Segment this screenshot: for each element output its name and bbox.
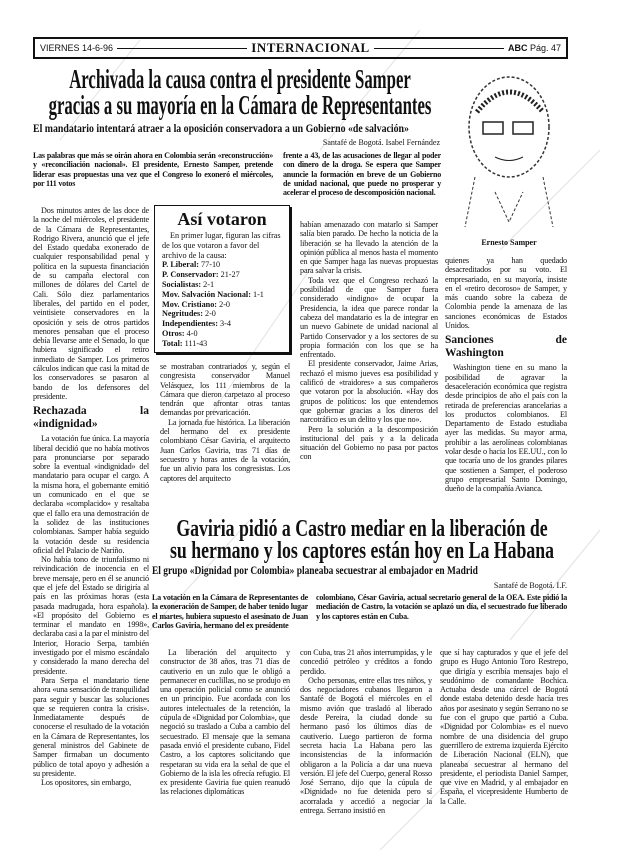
party-name: Socialistas: — [162, 279, 202, 289]
article-column — [445, 256, 567, 494]
box-title: Así votaron — [177, 209, 267, 229]
paragraph: quienes ya han quedado desacreditados por su voto. El empresariado, en su mayoría, insiste en el «retiro decoroso» de Samper, y más cuando sobre la cabeza de Colombia pende la amenaza de las sanciones económicas de Estados Unidos. — [445, 256, 567, 331]
paragraph: No había tono de triunfalismo ni reivindicación de inocencia en el breve mensaje, pero en él se anunció que el jefe del Estado se dirigiría al país en las próximas horas (esta pasada madrugada, hora española). «El propósito del Gobierno es terminar el mandato en 1998», declaraba casi a la par el ministro del Interior, Horacio Serpa, también investigado por el mismo escándalo y considerado la mano derecha del presidente. — [33, 555, 149, 676]
headline-line: gracias a su mayoría en la Cámara de Representantes — [48, 90, 432, 120]
headline — [133, 518, 592, 562]
article-column — [300, 648, 432, 815]
intertitle: Rechazada la «indignidad» — [33, 405, 149, 431]
vote-count: 4-0 — [186, 328, 198, 338]
vote-count: 1-1 — [252, 289, 264, 299]
byline: Santafé de Bogotá. I.F. — [493, 581, 567, 590]
vote-count: 2-1 — [203, 279, 215, 289]
lead-paragraph: Las palabras que más se oirán ahora en Colombia serán «reconstrucción» y «reconciliación nacional». El presidente, Ernesto Samper, pretende liderar esas propuestas una vez que el Congreso lo exoneró el miércoles, por 111 votos — [33, 151, 273, 188]
photo-caption: Ernesto Samper — [481, 238, 537, 247]
article-column — [300, 220, 438, 462]
headline-line: Archivada la causa contra el presidente Samper — [69, 64, 411, 94]
paragraph: Ocho personas, entre ellas tres niños, y dos negociadores cubanos llegaron a Santafé de Bogotá el miércoles en el mismo avión que trasladó al liberado desde Pereira, la ciudad donde su hermano pasó los últimos días de cautiverio. Luego partieron de forma secreta hacia La Habana pero las inconsistencias de la información obligaron a la Policía a dar una nueva versión. El jefe del Cuerpo, general Rosso José Serrano, dijo que la cúpula de «Dignidad» no fue detenida pero sí acorralada y accedió a negociar la entrega. Serrano insistió en — [300, 675, 432, 816]
party-name: P. Conservador: — [162, 270, 219, 280]
page-header — [33, 37, 568, 59]
paragraph: se mostraban contrariados y, según el congresista conservador Manuel Velásquez, los 111 miembros de la Cámara que dieron carpetazo al proceso tendrán que afrontar otras tantas demandas por prevaricación. — [160, 362, 290, 418]
byline: Santafé de Bogotá. Isabel Fernández — [322, 138, 440, 147]
paragraph: Los opositores, sin embargo, — [41, 778, 132, 788]
party-name: Independientes: — [162, 319, 218, 329]
headline-line: su hermano y los captores están hoy en La Habana — [169, 538, 555, 564]
paragraph: con Cuba, tras 21 años interrumpidas, y le concedió petróleo y créditos a fondo perdido. — [300, 648, 432, 676]
lead-paragraph: colombiano, César Gaviria, actual secretario general de la OEA. Este pidió la mediación de Castro, la votación se aplazó un día, el secuestrado fue liberado y los captores están en Cuba. — [316, 593, 567, 621]
paragraph: que sí hay capturados y que el jefe del grupo es Hugo Antonio Toro Restrepo, que dirigía y escribía mensajes bajo el seudónimo de comandante Bochica. Actuaba desde una cárcel de Bogotá donde estaba detenido desde hacía tres años por asesinato y según Serrano no se fue con el grupo que partió a Cuba. «Dignidad por Colombia» es el nuevo nombre de una disidencia del grupo guerrillero de extrema izquierda Ejército de Liberación Nacional (ELN), que planeaba secuestrar al hermano del presidente, el periodista Daniel Samper, que vive en Madrid, y al embajador en España, el vicepresidente Humberto de la Calle. — [440, 648, 568, 806]
paragraph: La liberación del arquitecto y constructor de 38 años, tras 71 días de cautiverio en un zulo que le obligó a permanecer en cuclillas, no se produjo en una operación policial como se anunció en un principio. Fue acordada con los autores intelectuales de la retención, la cúpula de «Dignidad por Colombia», que negoció su traslado a Cuba a cambio del secuestrado. El mensaje que la semana pasada envió el presidente cubano, Fidel Castro, a los captores solicitando que respetaran su vida era la señal de que el Gobierno de la isla les ofrecía refugio. El ex presidente Gaviria fue quien reanudó las relaciones diplomáticas — [160, 648, 290, 797]
vote-count: 3-4 — [220, 319, 231, 329]
subheadline: El mandatario intentará atraer a la oposición conservadora a un Gobierno «de salvación» — [33, 121, 409, 135]
article-column — [160, 362, 290, 483]
paragraph: El presidente conservador, Jaime Arias, rechazó el mismo jueves esa posibilidad y calificó de «traidores» a sus compañeros que votaron por la absolución. «Hay dos grupos de políticos: los que entendemos que gobernar gracias a los dineros del narcotráfico es un delito y los que no». — [300, 359, 438, 425]
paragraph: Dos minutos antes de las doce de la noche del miércoles, el presidente de la Cámara de Representantes, Rodrigo Rivera, anunció que el jefe del Estado quedaba exonerado de cualquier responsabilidad penal y política en la supuesta financiación de su campaña electoral con millones de dólares del Cartel de Cali. Sólo diez parlamentarios liberales, del partido en el poder, veintisiete conservadores en la oposición y seis de otros partidos menores pensaban que el proceso debía llevarse ante el Senado, lo que hubiera significado el retiro inmediato de Samper. Los primeros cálculos indican que casi la mitad de los conservadores se pasaron al bando de los defensores del presidente. — [33, 206, 149, 401]
party-name: Mov. Cristiano: — [162, 299, 218, 309]
vote-count: 111-43 — [184, 338, 208, 348]
article-column — [440, 648, 568, 806]
paragraph: Para Serpa el mandatario tiene ahora «una sensación de tranquilidad para seguir y buscar las soluciones que se requieren contra la crisis». Inmediatamente después de conocerse el resultado de la votación en la Cámara de Representantes, los general ministros del Gabinete de Samper firmaban un documento público de total apoyo y adhesión a su presidente. — [33, 675, 150, 778]
paragraph: Pero la solución a la descomposición institucional del país y a la delicada situación del Gobierno no pasa por pactos con — [300, 424, 438, 462]
vote-row — [162, 270, 282, 280]
vote-count: 2-0 — [219, 299, 231, 309]
party-name: Total: — [162, 338, 183, 348]
article-column — [33, 206, 149, 788]
page-number: Pág. 47 — [529, 43, 561, 53]
headline — [48, 66, 432, 118]
paper-name: ABC — [507, 43, 528, 53]
vote-row — [162, 300, 282, 310]
paragraph: habían amenazado con matarlo si Samper salía bien parado. De hecho la noticia de la liberación se ha llevado la atención de la opinión pública al menos hasta el momento en que Samper haga las nuevas propuestas para salvar la crisis. — [300, 220, 438, 276]
party-name: Negritudes: — [162, 309, 203, 319]
box-intro: En primer lugar, figuran las cifras de los que votaron a favor del archivo de la causa: — [162, 231, 281, 260]
vote-count: 77-10 — [201, 260, 221, 270]
vote-results-box — [154, 205, 290, 353]
vote-row — [162, 260, 282, 270]
vote-row — [162, 319, 282, 329]
vote-row — [162, 309, 282, 319]
paragraph: Toda vez que el Congreso rechazó la posibilidad de que Samper fuera considerado «indigno» de ocupar la Presidencia, la idea que parece rondar la cabeza del mandatario es la de integrar en un nuevo Gabinete de unidad nacional al Partido Conservador y a los sectores de su propia formación con los que se ha enfrentado. — [300, 275, 438, 360]
portrait-photo — [455, 72, 563, 232]
date: VIERNES 14-6-96 — [40, 43, 114, 53]
article-column — [160, 648, 290, 797]
paragraph: Washington tiene en su mano la posibilidad de agravar la desaceleración económica que registra desde principios de año el país con la retirada de preferencias arancelarias a los productos colombianos. El Departamento de Estado estudiaba ayer las medidas. Su mayor arma, prohibir a las aerolíneas colombianas volar desde o hacia los EE.UU., con lo que tocaría uno de los grandes pilares que sostienen a Samper, el poderoso grupo empresarial Santo Domingo, dueño de la compañía Avianca. — [445, 363, 567, 494]
party-name: Mov. Salvación Nacional: — [162, 289, 251, 299]
party-name: Otros: — [162, 328, 185, 338]
vote-row — [162, 329, 282, 339]
paragraph: La jornada fue histórica. La liberación del hermano del ex presidente colombiano César Gaviria, el arquitecto Juan Carlos Gaviria, tras 71 días de secuestro y horas antes de la votación, fue un alivio para los congresistas. Los captores del arquitecto — [160, 417, 290, 483]
subheadline: El grupo «Dignidad por Colombia» planeaba secuestrar al embajador en Madrid — [152, 565, 478, 577]
paragraph: La votación fue única. La mayoría liberal decidió que no había motivos para pronunciarse por separado sobre la eventual «indignidad» del mandatario para ocupar el cargo. A la misma hora, el gobernante emitió un comunicado en el que se declaraba «complacido» y resaltaba que el fallo era una demostración de la solidez de las instituciones colombianas. Samper había seguido la votación desde su residencia oficial del Palacio de Nariño. — [33, 434, 149, 555]
vote-row — [162, 339, 282, 349]
vote-count: 21-27 — [220, 270, 240, 280]
vote-row — [162, 280, 282, 290]
party-name: P. Liberal: — [162, 260, 199, 270]
intertitle: Sanciones de Washington — [445, 334, 567, 360]
vote-count: 2-0 — [204, 309, 216, 319]
lead-paragraph: frente a 43, de las acusaciones de llegar al poder con dinero de la droga. Se espera que Samper anuncie la formación en breve de un Gobierno de unidad nacional, que puede no prosperar y acelerar el proceso de descomposición nacional. — [283, 151, 441, 198]
vote-row — [162, 290, 282, 300]
section-title: INTERNACIONAL — [251, 40, 370, 55]
lead-paragraph: La votación en la Cámara de Representantes de la exoneración de Samper, de haber tenido lugar el martes, hubiera supuesto el asesinato de Juan Carlos Gaviria, hermano del ex presidente — [152, 593, 308, 630]
headline-line: Gaviria pidió a Castro mediar en la liberación de — [176, 516, 548, 542]
